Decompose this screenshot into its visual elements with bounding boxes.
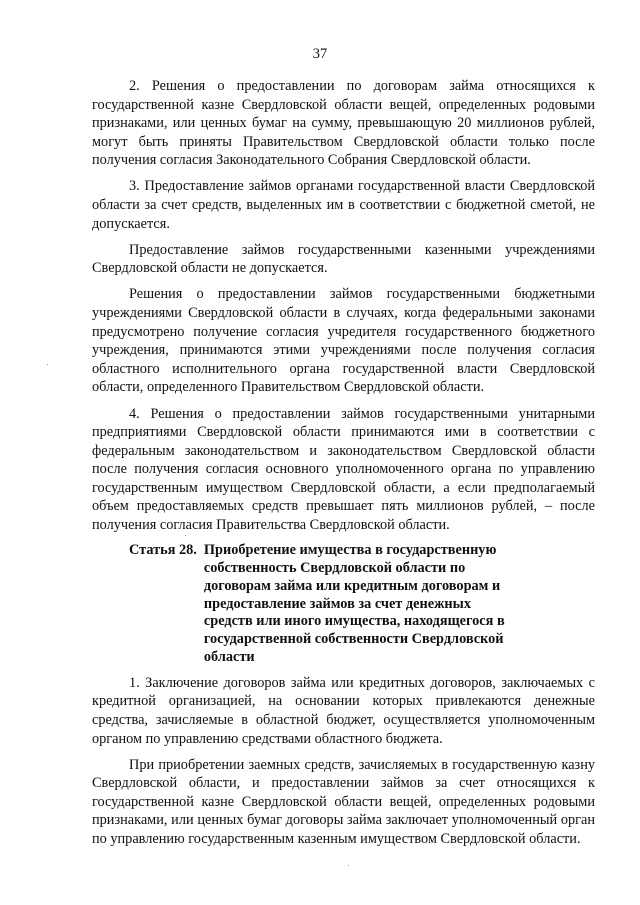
paragraph-budget-institutions: Решения о предоставлении займов государственными бюджетными учреждениями Свердловской области в случаях, когда федеральными законами предусмотрено получение согласия учредителя государственного бюджетного учреждения, принимаются этими учреждениями после получения согласия областного исполнительного органа государственной власти Свердловской области, определенного Правительством Свердловской области. (92, 286, 595, 396)
article-heading (92, 542, 595, 667)
article-paragraph-1: 1. Заключение договоров займа или кредитных договоров, заключаемых с кредитной организацией, на основании которых привлекаются денежные средства, зачисляемые в областной бюджет, осуществляется уполномоченным органом по управлению средствами областного бюджета. (92, 674, 595, 747)
paragraph-4-unitary-enterprises: 4. Решения о предоставлении займов государственными унитарными предприятиями Свердловской области принимаются ими в соответствии с федеральным законодательством и законодательством Свердловской области после получения согласия основного уполномоченного органа по управлению государственным имуществом Свердловской области, а если предполагаемый объем предоставляемых средств превышает пять миллионов рублей, – после получения согласия Правительства Свердловской области. (92, 405, 595, 534)
scan-speck (185, 535, 186, 536)
paragraph-treasury-institutions: Предоставление займов государственными казенными учреждениями Свердловской области не допускается. (92, 241, 595, 277)
paragraph-2-loan-decisions: 2. Решения о предоставлении по договорам займа относящихся к государственной казне Свердловской области вещей, определенных родовыми признаками, или ценных бумаг на сумму, превышающую 20 миллионов рублей, могут быть приняты Правительством Свердловской области только после получения согласия Законодательного Собрания Свердловской области. (92, 78, 595, 169)
article-number: Статья 28. (129, 542, 197, 559)
scan-speck (348, 865, 349, 866)
article-title: Приобретение имущества в государственную собственность Свердловской области по договорам займа или кредитным договорам и предоставление займов за счет денежных средств или иного имущества, находящегося в государственной собственности Свердловской области (203, 542, 505, 665)
page-body (92, 77, 595, 856)
article-paragraph-2: При приобретении заемных средств, зачисляемых в государственную казну Свердловской области, и предоставлении займов за счет относящихся к государственной казне Свердловской области вещей, определенных родовыми признаками, или ценных бумаг договоры займа заключает уполномоченный орган по управлению государственным казенным имуществом Свердловской области. (92, 756, 595, 847)
scan-speck (47, 364, 48, 365)
paragraph-3-state-authorities: 3. Предоставление займов органами государственной власти Свердловской области за счет средств, выделенных им в соответствии с бюджетной сметой, не допускается. (92, 178, 595, 232)
page-number: 37 (312, 46, 328, 62)
